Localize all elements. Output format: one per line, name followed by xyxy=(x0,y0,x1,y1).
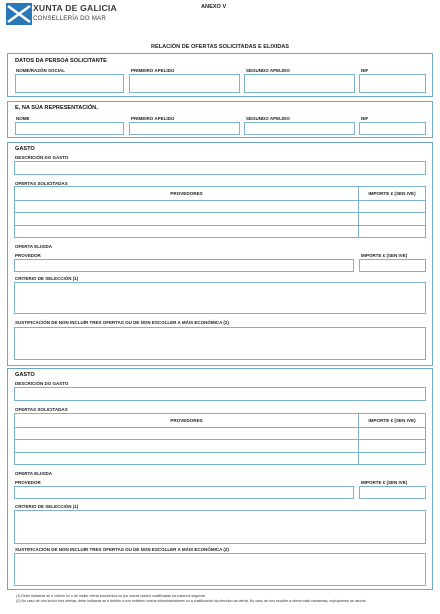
applicant-name-field[interactable] xyxy=(15,74,124,93)
applicant-nif-field[interactable] xyxy=(359,74,426,93)
expense-description-label: DESCRICIÓN DO GASTO xyxy=(15,155,69,160)
representative-surname2-label: SEGUNDO APELIDO xyxy=(246,116,290,121)
amount-column-header: IMPORTE € (SEN IVE) xyxy=(359,187,426,201)
chosen-supplier-field[interactable] xyxy=(14,486,354,499)
supplier-cell[interactable] xyxy=(15,428,359,440)
supplier-cell[interactable] xyxy=(15,452,359,464)
suppliers-column-header: PROVEDORES xyxy=(15,414,359,428)
amount-cell[interactable] xyxy=(359,201,426,213)
amount-cell[interactable] xyxy=(359,213,426,225)
annex-label: ANEXO V xyxy=(201,4,227,10)
chosen-amount-label: IMPORTE € (SEN IVE) xyxy=(361,253,408,258)
applicant-surname2-field[interactable] xyxy=(244,74,355,93)
requested-offers-table xyxy=(14,413,426,465)
representative-heading: E, NA SÚA REPRESENTACIÓN, xyxy=(15,105,98,111)
representative-name-field[interactable] xyxy=(15,122,124,135)
representative-nif-label: NIF xyxy=(361,116,369,121)
justification-label: XUSTIFICACIÓN DE NON INCLUÍR TRES OFERTAS OU DE NON ESCOLLER A MÁIS ECONÓMICA (2) xyxy=(15,320,229,325)
expense-heading: GASTO xyxy=(15,372,35,378)
applicant-surname2-label: SEGUNDO APELIDO xyxy=(246,68,290,73)
representative-surname1-label: PRIMEIRO APELIDO xyxy=(131,116,175,121)
department-name: CONSELLERÍA DO MAR xyxy=(33,15,107,22)
representative-surname2-field[interactable] xyxy=(244,122,355,135)
selection-criteria-label: CRITERIO DE SELECCIÓN (1) xyxy=(15,504,79,509)
applicant-surname1-field[interactable] xyxy=(129,74,240,93)
applicant-nif-label: NIF xyxy=(361,68,369,73)
representative-nif-field[interactable] xyxy=(359,122,426,135)
applicant-heading: DATOS DA PERSOA SOLICITANTE xyxy=(15,58,107,64)
supplier-label: PROVEDOR xyxy=(15,253,41,258)
chosen-offer-label: OFERTA ELIXIDA xyxy=(15,471,52,476)
amount-cell[interactable] xyxy=(359,440,426,452)
justification-label: XUSTIFICACIÓN DE NON INCLUÍR TRES OFERTAS OU DE NON ESCOLLER A MÁIS ECONÓMICA (2) xyxy=(15,547,229,552)
footnote-2: (2) No caso de non incluír tres ofertas, debe indicarse se é debido a non existiren outros subministradores ou a xustificación da elección da oferta. No caso de non escoller a oferta máis vantaxosa, explíquense as razóns. xyxy=(16,599,367,603)
applicant-surname1-label: PRIMEIRO APELIDO xyxy=(131,68,175,73)
representative-name-label: NOME xyxy=(16,116,30,121)
brand-name: XUNTA DE GALICIA xyxy=(33,3,117,13)
amount-cell[interactable] xyxy=(359,225,426,237)
chosen-amount-field[interactable] xyxy=(359,486,426,499)
expense-description-field[interactable] xyxy=(14,161,426,175)
supplier-cell[interactable] xyxy=(15,225,359,237)
chosen-amount-label: IMPORTE € (SEN IVE) xyxy=(361,480,408,485)
page-title: RELACIÓN DE OFERTAS SOLICITADAS E ELIXIDAS xyxy=(150,44,290,50)
xunta-logo xyxy=(6,3,32,25)
footnote-1: (1) Debe indicarse se o criterio foi o de mellor oferta económica ou por outras razóns xustificadas na columna seguinte. xyxy=(16,594,206,598)
chosen-supplier-field[interactable] xyxy=(14,259,354,272)
selection-criteria-field[interactable] xyxy=(14,510,426,544)
supplier-cell[interactable] xyxy=(15,213,359,225)
expense-heading: GASTO xyxy=(15,146,35,152)
amount-cell[interactable] xyxy=(359,428,426,440)
amount-cell[interactable] xyxy=(359,452,426,464)
supplier-cell[interactable] xyxy=(15,440,359,452)
expense-description-field[interactable] xyxy=(14,387,426,401)
requested-offers-label: OFERTAS SOLICITADAS xyxy=(15,181,68,186)
supplier-label: PROVEDOR xyxy=(15,480,41,485)
selection-criteria-field[interactable] xyxy=(14,282,426,314)
requested-offers-label: OFERTAS SOLICITADAS xyxy=(15,407,68,412)
representative-surname1-field[interactable] xyxy=(129,122,240,135)
justification-field[interactable] xyxy=(14,327,426,360)
chosen-offer-label: OFERTA ELIXIDA xyxy=(15,244,52,249)
chosen-amount-field[interactable] xyxy=(359,259,426,272)
supplier-cell[interactable] xyxy=(15,201,359,213)
selection-criteria-label: CRITERIO DE SELECCIÓN (1) xyxy=(15,276,79,281)
applicant-name-label: NOME/RAZÓN SOCIAL xyxy=(16,68,65,73)
requested-offers-table xyxy=(14,186,426,238)
amount-column-header: IMPORTE € (SEN IVE) xyxy=(359,414,426,428)
suppliers-column-header: PROVEDORES xyxy=(15,187,359,201)
expense-description-label: DESCRICIÓN DO GASTO xyxy=(15,381,69,386)
justification-field[interactable] xyxy=(14,553,426,586)
